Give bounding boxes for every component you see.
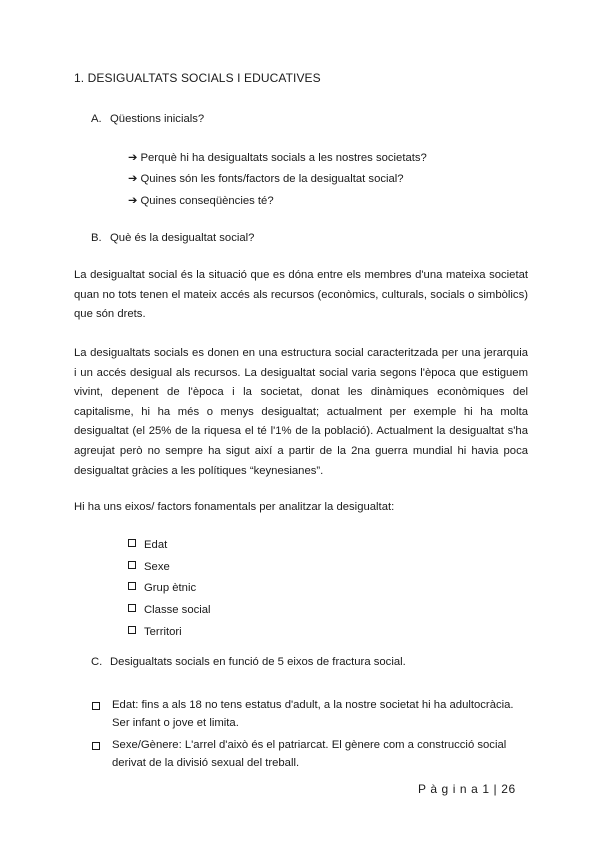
section-b-label: Què és la desigualtat social? xyxy=(110,232,255,244)
list-item: Sexe xyxy=(128,559,211,581)
section-b-heading xyxy=(91,232,254,244)
checkbox-bullet-icon xyxy=(128,604,136,612)
section-c-letter: C. xyxy=(91,656,103,668)
checkbox-bullet-icon xyxy=(128,561,136,569)
fracture-item-age: Edat: fins a als 18 no tens estatus d'adult, a la nostre societat hi ha adultocràcia. Ser infant o jove et limita. xyxy=(74,696,528,732)
page-title: 1. DESIGUALTATS SOCIALS I EDUCATIVES xyxy=(74,71,321,85)
arrow-icon: ➔ xyxy=(128,173,138,186)
arrow-icon: ➔ xyxy=(128,152,138,164)
list-item: Territori xyxy=(128,624,211,646)
list-item: ➔ Quines són les fonts/factors de la desigualtat social? xyxy=(128,173,404,186)
factor-list xyxy=(128,537,211,645)
checkbox-bullet-icon xyxy=(128,582,136,590)
list-item: ➔ Quines conseqüències té? xyxy=(128,194,274,207)
section-a-label: Qüestions inicials? xyxy=(110,113,205,125)
checkbox-bullet-icon xyxy=(92,702,100,710)
page-number: P à g i n a 1 | 26 xyxy=(418,782,516,796)
section-c-label: Desigualtats socials en funció de 5 eixos de fractura social. xyxy=(110,656,406,668)
paragraph-factors-intro: Hi ha uns eixos/ factors fonamentals per analitzar la desigualtat: xyxy=(74,501,395,513)
list-item: Edat xyxy=(128,537,211,559)
paragraph-definition: La desigualtat social és la situació que es dóna entre els membres d'una mateixa societat quan no tots tenen el mateix accés als recursos (econòmics, culturals, socials o simbòlics) que són drets. xyxy=(74,269,528,321)
list-item: Classe social xyxy=(128,602,211,624)
list-item: Grup ètnic xyxy=(128,580,211,602)
question-list xyxy=(128,150,427,214)
section-a-letter: A. xyxy=(91,113,102,125)
section-b-letter: B. xyxy=(91,232,102,244)
checkbox-bullet-icon xyxy=(128,626,136,634)
section-c-heading xyxy=(91,656,406,668)
checkbox-bullet-icon xyxy=(92,742,100,750)
arrow-icon: ➔ xyxy=(128,194,138,207)
checkbox-bullet-icon xyxy=(128,539,136,547)
list-item: ➔ Perquè hi ha desigualtats socials a les nostres societats? xyxy=(128,152,427,164)
paragraph-structure: La desigualtats socials es donen en una estructura social caracteritzada per una jerarquia i un accés desigual als recursos. La desigualtat social varia segons l'època que estiguem vivint, depenent de l'època i la societat, donat les dinàmiques econòmiques del capitalisme, hi ha més o menys desigualtat; actualment per exemple hi ha molta desigualtat (el 25% de la riquesa el té l'1% de la població). Actualment la desigualtat s'ha agreujat però no sempre ha sigut així a partir de la 2na guerra mundial hi havia poca desigualtat gràcies a les polítiques “keynesianes”. xyxy=(74,347,528,477)
section-a-heading xyxy=(91,113,204,125)
fracture-item-gender: Sexe/Gènere: L'arrel d'això és el patriarcat. El gènere com a construcció social derivat de la divisió sexual del treball. xyxy=(74,736,528,772)
